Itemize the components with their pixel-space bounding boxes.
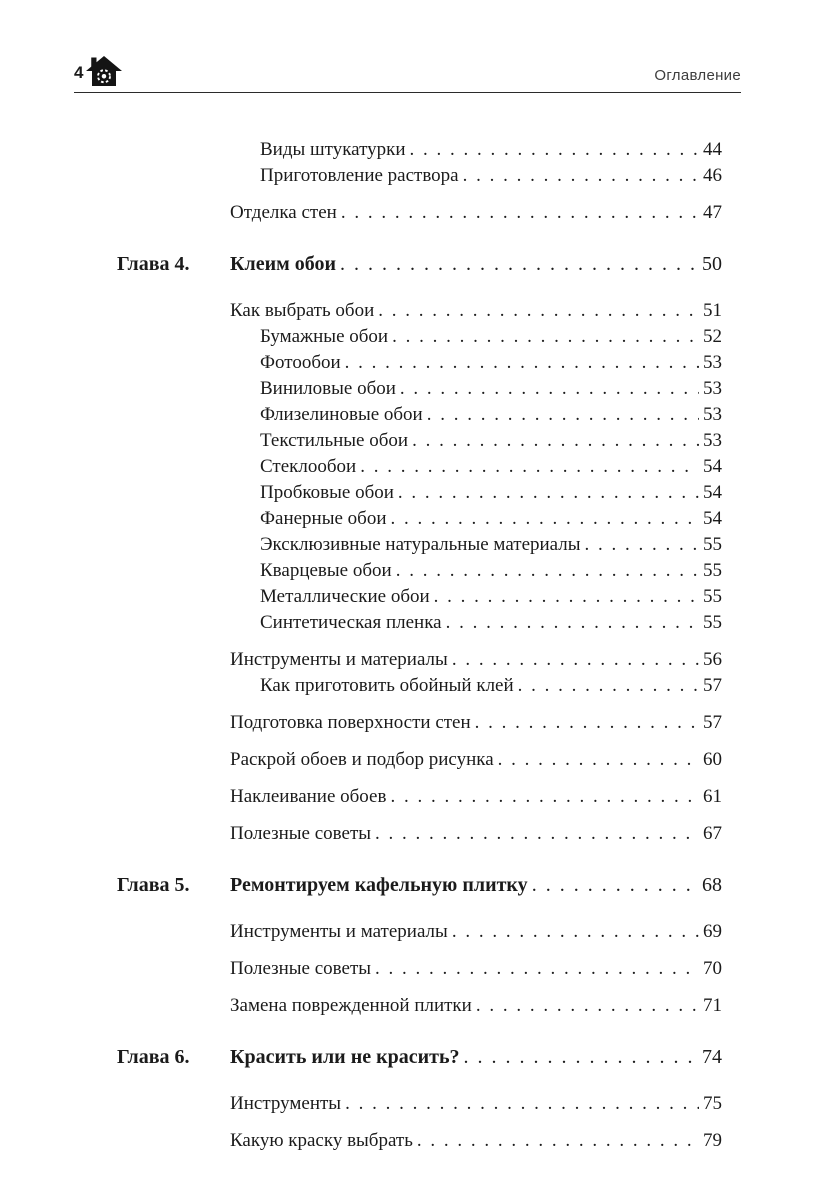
toc-entry-page: 74 bbox=[702, 1046, 722, 1068]
dot-leader bbox=[391, 506, 700, 532]
dot-leader bbox=[463, 163, 699, 189]
toc-entry-page: 56 bbox=[703, 649, 722, 670]
running-header-title: Оглавление bbox=[654, 67, 741, 84]
toc-entry-label: Виниловые обои bbox=[260, 378, 396, 399]
dot-leader bbox=[390, 784, 699, 810]
dot-leader bbox=[345, 350, 699, 376]
dot-leader bbox=[434, 584, 699, 610]
toc-entry-label: Стеклообои bbox=[260, 456, 357, 477]
toc-entry-page: 69 bbox=[703, 921, 722, 942]
toc-entry-label: Замена поврежденной плитки bbox=[230, 995, 472, 1016]
toc-entry-sub bbox=[117, 402, 722, 428]
toc-entry-label: Полезные советы bbox=[230, 958, 372, 979]
toc-entry-page: 55 bbox=[703, 586, 722, 607]
toc-entry-section bbox=[117, 298, 722, 324]
toc-entry-label: Подготовка поверхности стен bbox=[230, 712, 471, 733]
page-number: 4 bbox=[74, 63, 84, 82]
dot-leader bbox=[532, 871, 698, 899]
dot-leader bbox=[396, 558, 699, 584]
toc-entry-sub bbox=[117, 610, 722, 636]
toc-entry-page: 60 bbox=[703, 749, 722, 770]
toc-entry-page: 70 bbox=[703, 958, 722, 979]
toc-entry-label: Фотообои bbox=[260, 352, 341, 373]
toc-entry-label: Бумажные обои bbox=[260, 326, 389, 347]
toc-entry-sub bbox=[117, 454, 722, 480]
toc-entry-sub bbox=[117, 350, 722, 376]
toc-entry-label: Ремонтируем кафельную плитку bbox=[230, 874, 528, 896]
toc-entry-sub bbox=[117, 673, 722, 699]
toc-entry-section bbox=[117, 956, 722, 982]
toc-entry-page: 53 bbox=[703, 378, 722, 399]
toc-chapter-number: Глава 4. bbox=[117, 253, 190, 275]
toc-entry-page: 52 bbox=[703, 326, 722, 347]
toc-entry-sub bbox=[117, 532, 722, 558]
toc-entry-page: 79 bbox=[703, 1130, 722, 1151]
dot-leader bbox=[518, 673, 699, 699]
toc-entry-label: Отделка стен bbox=[230, 202, 337, 223]
toc-entry-label: Как приготовить обойный клей bbox=[260, 675, 514, 696]
toc-entry-label: Красить или не красить? bbox=[230, 1046, 460, 1068]
toc-entry-page: 55 bbox=[703, 612, 722, 633]
toc-entry-page: 57 bbox=[703, 712, 722, 733]
dot-leader bbox=[498, 747, 699, 773]
toc-entry-sub bbox=[117, 480, 722, 506]
dot-leader bbox=[345, 1091, 699, 1117]
toc-entry-label: Флизелиновые обои bbox=[260, 404, 423, 425]
toc-entry-sub bbox=[117, 558, 722, 584]
toc-chapter-number: Глава 5. bbox=[117, 874, 190, 896]
dot-leader bbox=[398, 480, 699, 506]
toc-entry-label: Виды штукатурки bbox=[260, 139, 406, 160]
toc-entry-label: Какую краску выбрать bbox=[230, 1130, 413, 1151]
toc-entry-label: Текстильные обои bbox=[260, 430, 409, 451]
toc-entry-label: Полезные советы bbox=[230, 823, 372, 844]
dot-leader bbox=[417, 1128, 699, 1154]
toc-entry-page: 53 bbox=[703, 430, 722, 451]
dot-leader bbox=[427, 402, 699, 428]
toc-entry-section bbox=[117, 747, 722, 773]
toc-entry-page: 47 bbox=[703, 202, 722, 223]
toc-entry-label: Инструменты и материалы bbox=[230, 921, 448, 942]
toc-entry-page: 61 bbox=[703, 786, 722, 807]
toc-entry-section bbox=[117, 784, 722, 810]
dot-leader bbox=[378, 298, 699, 324]
dot-leader bbox=[412, 428, 699, 454]
toc-entry-label: Инструменты bbox=[230, 1093, 342, 1114]
toc-entry-label: Раскрой обоев и подбор рисунка bbox=[230, 749, 494, 770]
dot-leader bbox=[360, 454, 699, 480]
toc-entry-page: 54 bbox=[703, 508, 722, 529]
toc-entry-page: 51 bbox=[703, 300, 722, 321]
toc-entry-page: 55 bbox=[703, 560, 722, 581]
dot-leader bbox=[452, 919, 699, 945]
toc-entry-sub bbox=[117, 163, 722, 189]
toc-entry-chapter bbox=[117, 250, 722, 278]
toc-entry-sub bbox=[117, 584, 722, 610]
toc-entry-label: Наклеивание обоев bbox=[230, 786, 387, 807]
toc-entry-sub bbox=[117, 428, 722, 454]
toc-entry-section bbox=[117, 993, 722, 1019]
toc-entry-label: Кварцевые обои bbox=[260, 560, 392, 581]
toc-entry-label: Эксклюзивные натуральные материалы bbox=[260, 534, 581, 555]
toc-entry-section bbox=[117, 821, 722, 847]
dot-leader bbox=[585, 532, 699, 558]
dot-leader bbox=[375, 821, 699, 847]
toc-entry-label: Фанерные обои bbox=[260, 508, 387, 529]
toc-entry-sub bbox=[117, 376, 722, 402]
toc-entry-chapter bbox=[117, 871, 722, 899]
dot-leader bbox=[341, 200, 699, 226]
toc-entry-label: Как выбрать обои bbox=[230, 300, 375, 321]
dot-leader bbox=[375, 956, 699, 982]
toc-entry-page: 53 bbox=[703, 352, 722, 373]
toc-entry-page: 54 bbox=[703, 482, 722, 503]
dot-leader bbox=[446, 610, 699, 636]
toc-entry-section bbox=[117, 1091, 722, 1117]
dot-leader bbox=[475, 710, 699, 736]
dot-leader bbox=[392, 324, 699, 350]
toc-entry-page: 54 bbox=[703, 456, 722, 477]
toc-entry-page: 44 bbox=[703, 139, 722, 160]
dot-leader bbox=[452, 647, 699, 673]
toc-entry-page: 46 bbox=[703, 165, 722, 186]
dot-leader bbox=[400, 376, 699, 402]
dot-leader bbox=[410, 137, 699, 163]
toc-entry-chapter bbox=[117, 1043, 722, 1071]
toc-entry-page: 57 bbox=[703, 675, 722, 696]
toc-entry-page: 55 bbox=[703, 534, 722, 555]
toc-entry-page: 53 bbox=[703, 404, 722, 425]
toc-list bbox=[117, 137, 722, 1154]
toc-entry-page: 75 bbox=[703, 1093, 722, 1114]
toc-entry-page: 68 bbox=[702, 874, 722, 896]
toc-entry-label: Металлические обои bbox=[260, 586, 430, 607]
toc-entry-label: Синтетическая пленка bbox=[260, 612, 442, 633]
toc-entry-section bbox=[117, 647, 722, 673]
publisher-house-logo-icon bbox=[86, 56, 122, 86]
dot-leader bbox=[340, 250, 698, 278]
toc-entry-sub bbox=[117, 137, 722, 163]
dot-leader bbox=[464, 1043, 698, 1071]
toc-entry-label: Инструменты и материалы bbox=[230, 649, 448, 670]
toc-chapter-number: Глава 6. bbox=[117, 1046, 190, 1068]
toc-entry-section bbox=[117, 919, 722, 945]
toc-entry-section bbox=[117, 200, 722, 226]
toc-entry-section bbox=[117, 1128, 722, 1154]
toc-entry-page: 50 bbox=[702, 253, 722, 275]
toc-entry-label: Пробковые обои bbox=[260, 482, 394, 503]
toc-entry-label: Приготовление раствора bbox=[260, 165, 459, 186]
toc-entry-section bbox=[117, 710, 722, 736]
toc-entry-page: 67 bbox=[703, 823, 722, 844]
dot-leader bbox=[476, 993, 699, 1019]
toc-entry-sub bbox=[117, 506, 722, 532]
toc-entry-page: 71 bbox=[703, 995, 722, 1016]
page-header bbox=[74, 56, 741, 93]
toc-entry-sub bbox=[117, 324, 722, 350]
toc-entry-label: Клеим обои bbox=[230, 253, 337, 275]
